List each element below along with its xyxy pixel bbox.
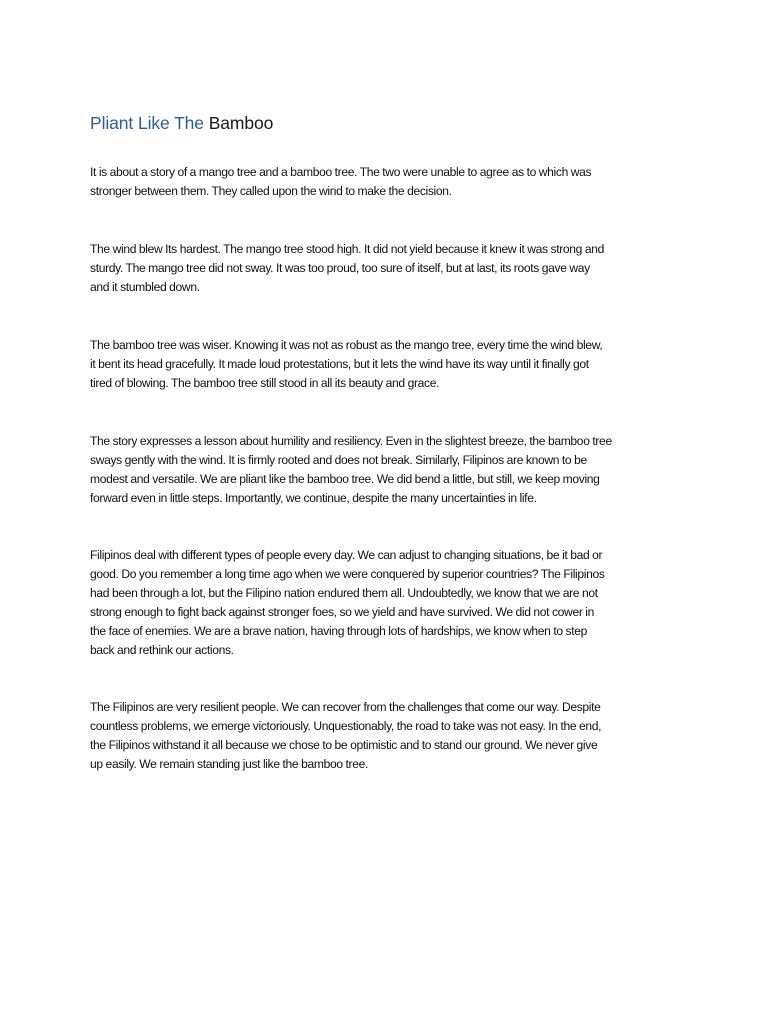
paragraph-line: sturdy. The mango tree did not sway. It was too proud, too sure of itself, but at last, its roots gave way — [90, 261, 590, 275]
paragraph-line: good. Do you remember a long time ago when we were conquered by superior countries? The Filipinos — [90, 567, 605, 581]
paragraph-3 — [90, 336, 692, 393]
paragraph-line: modest and versatile. We are pliant like the bamboo tree. We did bend a little, but still, we keep moving — [90, 472, 600, 486]
paragraph-4 — [90, 432, 692, 508]
paragraph-line: The story expresses a lesson about humility and resiliency. Even in the slightest breeze, the bamboo tree — [90, 434, 612, 448]
paragraph-line: up easily. We remain standing just like the bamboo tree. — [90, 757, 368, 771]
title-part-1: Pliant Like The — [90, 113, 204, 133]
paragraph-line: countless problems, we emerge victoriously. Unquestionably, the road to take was not easy. In the end, — [90, 719, 602, 733]
paragraph-line: stronger between them. They called upon the wind to make the decision. — [90, 184, 452, 198]
paragraph-line: sways gently with the wind. It is firmly rooted and does not break. Similarly, Filipinos are known to be — [90, 453, 587, 467]
paragraph-line: forward even in little steps. Importantly, we continue, despite the many uncertainties in life. — [90, 491, 537, 505]
paragraph-1 — [90, 163, 692, 201]
document-title — [90, 111, 273, 135]
paragraph-line: The wind blew Its hardest. The mango tree stood high. It did not yield because it knew it was strong and — [90, 242, 604, 256]
paragraph-6 — [90, 698, 692, 774]
paragraph-line: and it stumbled down. — [90, 280, 200, 294]
paragraph-line: the face of enemies. We are a brave nation, having through lots of hardships, we know when to step — [90, 624, 588, 638]
paragraph-line: strong enough to fight back against stronger foes, so we yield and have survived. We did not cower in — [90, 605, 595, 619]
paragraph-line: The bamboo tree was wiser. Knowing it was not as robust as the mango tree, every time the wind blew, — [90, 338, 603, 352]
paragraph-line: had been through a lot, but the Filipino nation endured them all. Undoubtedly, we know that we are not — [90, 586, 598, 600]
paragraph-line: tired of blowing. The bamboo tree still stood in all its beauty and grace. — [90, 376, 440, 390]
paragraph-line: it bent its head gracefully. It made loud protestations, but it lets the wind have its way until it finally got — [90, 357, 589, 371]
title-part-2: Bamboo — [208, 113, 274, 133]
paragraph-line: The Filipinos are very resilient people. We can recover from the challenges that come our way. Despite — [90, 700, 601, 714]
paragraph-5 — [90, 546, 692, 660]
paragraph-line: the Filipinos withstand it all because we chose to be optimistic and to stand our ground. We never give — [90, 738, 598, 752]
paragraph-line: Filipinos deal with different types of people every day. We can adjust to changing situations, be it bad or — [90, 548, 603, 562]
paragraph-line: back and rethink our actions. — [90, 643, 234, 657]
paragraph-line: It is about a story of a mango tree and a bamboo tree. The two were unable to agree as to which was — [90, 165, 592, 179]
paragraph-2 — [90, 240, 692, 297]
